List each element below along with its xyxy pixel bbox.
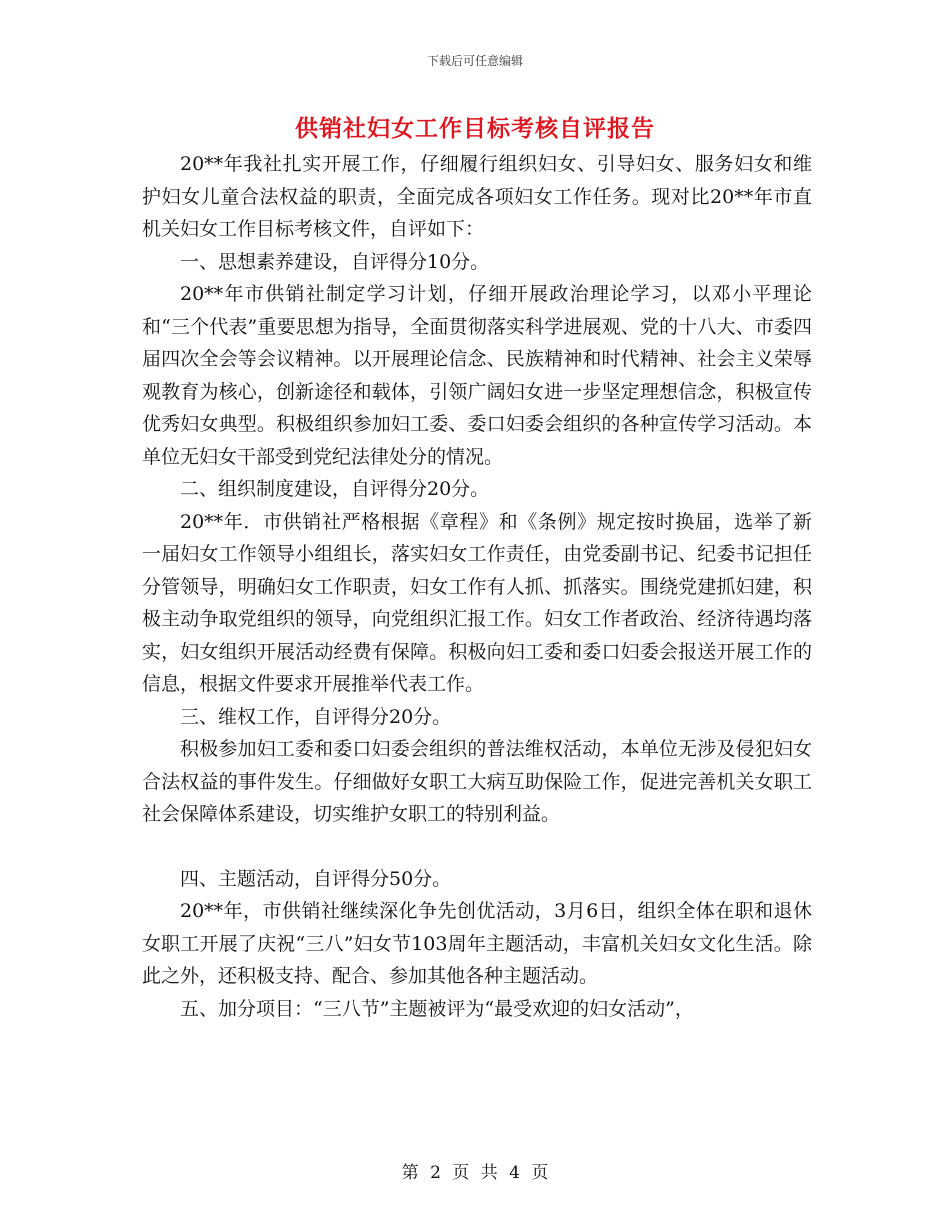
section-heading-4: 四、主题活动，自评得分50分。 bbox=[180, 867, 452, 890]
paragraph-section-2: 20**年．市供销社严格根据《章程》和《条例》规定按时换届，选举了新一届妇女工作领导小组组长，落实妇女工作责任，由党委副书记、纪委书记担任分管领导，明确妇女工作职责，妇女工作有人抓、抓落实。围绕党建抓妇建，积极主动争取党组织的领导，向党组织汇报工作。妇女工作者政治、经济待遇均落实，妇女组织开展活动经费有保障。积极向妇工委和委口妇委会报送开展工作的信息，根据文件要求开展推举代表工作。 bbox=[142, 510, 812, 695]
document-body bbox=[142, 148, 812, 1025]
paragraph-section-1: 20**年市供销社制定学习计划，仔细开展政治理论学习，以邓小平理论和“三个代表”重要思想为指导，全面贯彻落实科学进展观、党的十八大、市委四届四次全会等会议精神。以开展理论信念、民族精神和时代精神、社会主义荣辱观教育为核心，创新途径和载体，引领广阔妇女进一步坚定理想信念，积极宣传优秀妇女典型。积极组织参加妇工委、委口妇委会组织的各种宣传学习活动。本单位无妇女干部受到党纪法律处分的情况。 bbox=[142, 283, 812, 468]
paragraph-section-3: 积极参加妇工委和委口妇委会组织的普法维权活动，本单位无涉及侵犯妇女合法权益的事件发生。仔细做好女职工大病互助保险工作，促进完善机关女职工社会保障体系建设，切实维护女职工的特别利益。 bbox=[142, 738, 812, 825]
section-heading-3: 三、维权工作，自评得分20分。 bbox=[180, 705, 452, 728]
section-heading-5: 五、加分项目：“三八节”主题被评为“最受欢迎的妇女活动”， bbox=[180, 997, 694, 1020]
page-header-note: 下载后可任意编辑 bbox=[426, 54, 523, 68]
paragraph-intro: 20**年我社扎实开展工作，仔细履行组织妇女、引导妇女、服务妇女和维护妇女儿童合法权益的职责，全面完成各项妇女工作任务。现对比20**年市直机关妇女工作目标考核文件，自评如下： bbox=[142, 153, 812, 240]
section-heading-1: 一、思想素养建设，自评得分10分。 bbox=[180, 250, 490, 273]
document-title: 供销社妇女工作目标考核自评报告 bbox=[295, 115, 655, 142]
paragraph-section-4: 20**年，市供销社继续深化争先创优活动，3月6日，组织全体在职和退休女职工开展了庆祝“三八”妇女节103周年主题活动，丰富机关妇女文化生活。除此之外，还积极支持、配合、参加其他各种主题活动。 bbox=[142, 900, 812, 987]
section-heading-2: 二、组织制度建设，自评得分20分。 bbox=[180, 478, 490, 500]
page-number-footer: 第 2 页 共 4 页 bbox=[401, 1163, 549, 1183]
